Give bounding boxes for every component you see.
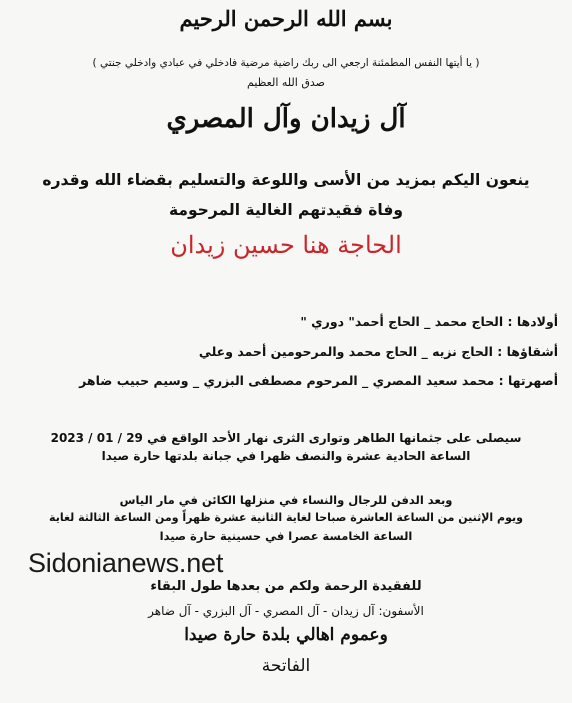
condolences-line-1: وبعد الدفن للرجال والنساء في منزلها الكائن في مار الياس: [119, 493, 453, 507]
funeral-line-2: الساعة الحادية عشرة والنصف ظهرا في جبانة بلدتها حارة صيدا: [101, 449, 471, 463]
family-names-title: آل زيدان وآل المصري: [166, 104, 406, 134]
condolences-line-3: الساعة الخامسة عصرا في حسينية حارة صيدا: [159, 529, 413, 543]
funeral-line-1: سيصلى على جثمانها الطاهر وتوارى الثرى نهار الأحد الواقع في 29 / 01 / 2023: [50, 431, 522, 445]
announcement-line-1: ينعون اليكم بمزيد من الأسى واللوعة والتسليم بقضاء الله وقدره: [42, 171, 530, 189]
basmala: بسم الله الرحمن الرحيم: [179, 6, 393, 31]
mourners-line: الأسفون: آل زيدان - آل المصري - آل البزري - آل ضاهر: [148, 604, 424, 618]
town-line: وعموم اهالي بلدة حارة صيدا: [184, 625, 388, 645]
announcement-line-2: وفاة فقيدتهم الغالية المرحومة: [168, 201, 404, 219]
siblings-line: أشقاؤها : الحاج نزيه _ الحاج محمد والمرحومين أحمد وعلي: [198, 344, 558, 359]
closing-prayer: للفقيدة الرحمة ولكم من بعدها طول البقاء: [150, 579, 422, 594]
condolences-line-2: ويوم الإثنين من الساعة العاشرة صباحا لغاية الثانية عشرة ظهراً ومن الساعة الثالثة لغاية: [49, 511, 523, 524]
site-watermark: Sidonianews.net: [28, 548, 224, 578]
in-laws-line: أصهرتها : محمد سعيد المصري _ المرحوم مصطفى البزري _ وسيم حبيب ضاهر: [79, 373, 558, 388]
deceased-name: الحاجة هنا حسين زيدان: [170, 231, 402, 259]
fatiha-line: الفاتحة: [261, 656, 311, 676]
sadaqa-line: صدق الله العظيم: [247, 76, 325, 89]
children-line: أولادها : الحاج محمد _ الحاج أحمد" دوري ": [300, 314, 558, 329]
quran-verse: ( يا أيتها النفس المطمئنة ارجعي الى ربك راضية مرضية فادخلي في عبادي وادخلي جنتي ): [92, 57, 480, 69]
